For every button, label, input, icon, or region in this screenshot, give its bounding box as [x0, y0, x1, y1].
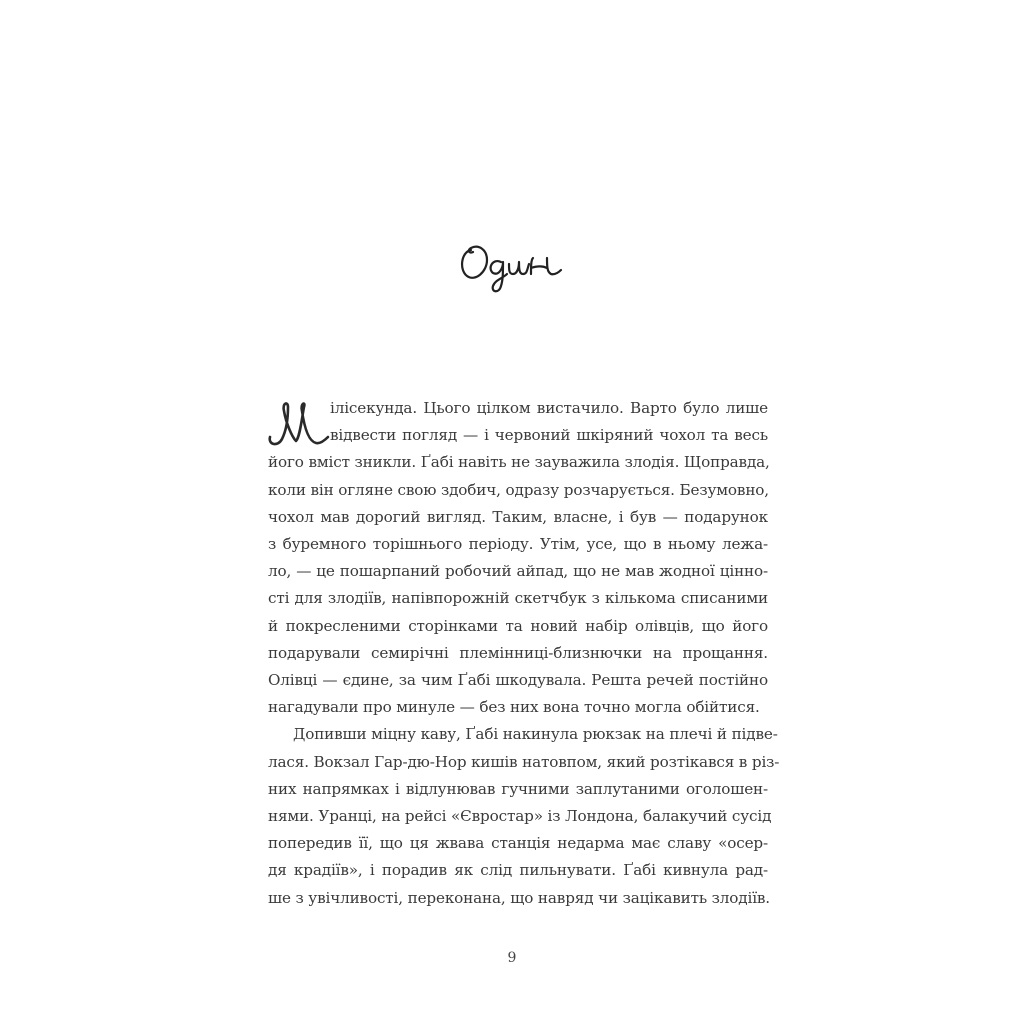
dropcap-script-m-icon: [266, 397, 330, 447]
text-line: нями. Уранці, на рейсі «Євростар» із Лондона, балакучий сусід: [268, 807, 772, 826]
text-line: подарували семирічні племінниці-близнючки на прощання.: [268, 643, 768, 662]
chapter-title: [0, 228, 1024, 303]
text-line: сті для злодіїв, напівпорожній скетчбук з кількома списаними: [268, 589, 768, 608]
text-line: з буремного торішнього періоду. Утім, усе, що в ньому лежа-: [268, 535, 768, 554]
paragraph-1: [268, 395, 768, 721]
text-line: них напрямках і відлунював гучними заплутаними оголошен-: [268, 779, 768, 798]
text-line: ло, — це пошарпаний робочий айпад, що не мав жодної цінно-: [268, 562, 768, 581]
text-line: й покресленими сторінками та новий набір олівців, що його: [268, 616, 768, 635]
text-line: дя крадіїв», і порадив як слід пильнувати. Ґабі кивнула рад-: [268, 861, 768, 880]
text-line: ілісекунда. Цього цілком вистачило. Варто було лише: [330, 399, 768, 417]
text-line: нагадували про минуле — без них вона точно могла обійтися.: [268, 698, 760, 717]
text-line: Олівці — єдине, за чим Ґабі шкодувала. Решта речей постійно: [268, 671, 768, 690]
text-line: лася. Вокзал Гар-дю-Нор кишів натовпом, який розтікався в різ-: [268, 752, 780, 771]
text-line: його вміст зникли. Ґабі навіть не зауважила злодія. Щоправда,: [268, 453, 770, 472]
text-line: Допивши міцну каву, Ґабі накинула рюкзак на плечі й підве-: [293, 725, 778, 744]
text-line: чохол мав дорогий вигляд. Таким, власне, і був — подарунок: [268, 507, 768, 526]
body-text: [268, 395, 780, 912]
chapter-title-script-icon: [457, 228, 567, 298]
text-line: коли він огляне свою здобич, одразу розчарується. Безумовно,: [268, 480, 769, 499]
text-line: відвести погляд — і червоний шкіряний чохол та весь: [330, 426, 768, 445]
page-number: 9: [507, 950, 517, 966]
text-line: ше з увічливості, переконана, що навряд чи зацікавить злодіїв.: [268, 888, 770, 907]
text-line: попередив її, що ця жвава станція недарма має славу «осер-: [268, 834, 768, 853]
paragraph-2: [268, 721, 780, 911]
